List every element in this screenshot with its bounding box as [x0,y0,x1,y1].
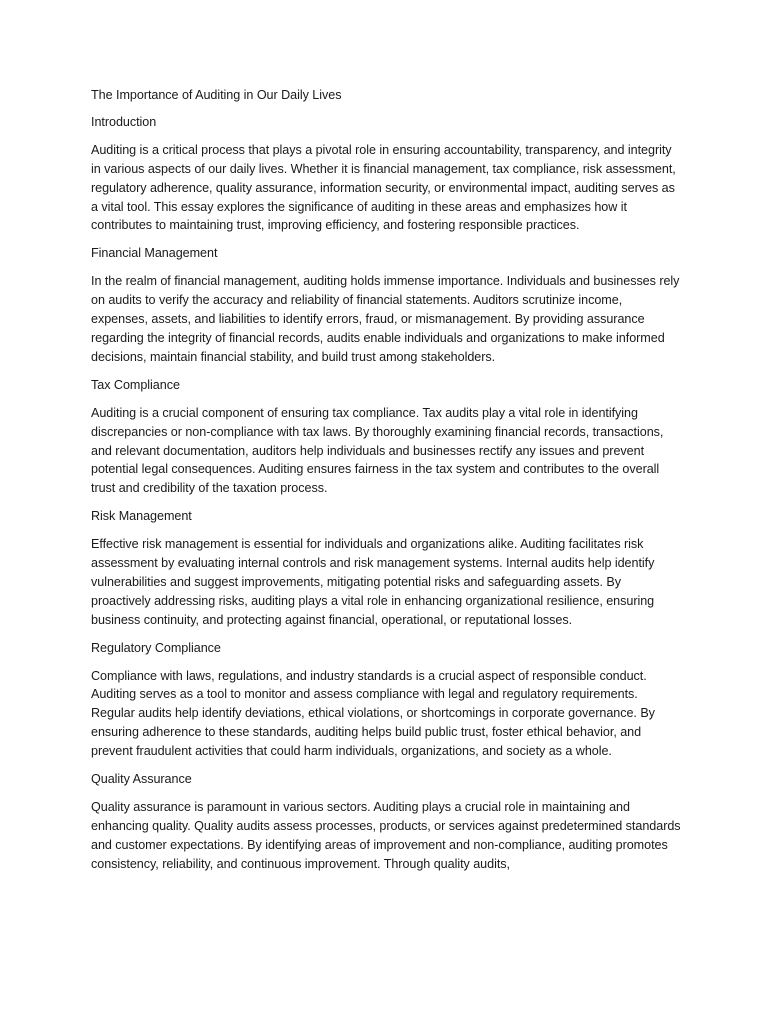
section-paragraph-quality-assurance: Quality assurance is paramount in various sectors. Auditing plays a crucial role in maintaining and enhancing quality. Quality audits assess processes, products, or services against predetermined standards and customer expectations. By identifying areas of improvement and non-compliance, auditing promotes consistency, reliability, and continuous improvement. Through quality audits, [91,800,681,871]
document-title: The Importance of Auditing in Our Daily Lives [91,88,342,102]
section-heading-tax-compliance: Tax Compliance [91,377,180,392]
section-paragraph-tax-compliance: Auditing is a crucial component of ensuring tax compliance. Tax audits play a vital role in identifying discrepancies or non-compliance with tax laws. By thoroughly examining financial records, transactions, and relevant documentation, auditors help individuals and businesses rectify any issues and prevent potential legal consequences. Auditing ensures fairness in the tax system and contributes to the overall trust and credibility of the taxation process. [91,405,664,496]
section-heading-quality-assurance: Quality Assurance [91,772,192,787]
document-page [91,86,681,883]
section-heading-financial-management: Financial Management [91,246,218,261]
section-paragraph-introduction: Auditing is a critical process that plays a pivotal role in ensuring accountability, transparency, and integrity in various aspects of our daily lives. Whether it is financial management, tax compliance, risk assessment, regulatory adherence, quality assurance, information security, or environmental impact, auditing serves as a vital tool. This essay explores the significance of auditing in these areas and emphasizes how it contributes to maintaining trust, improving efficiency, and fostering responsible practices. [91,142,676,233]
section-paragraph-risk-management: Effective risk management is essential for individuals and organizations alike. Auditing facilitates risk assessment by evaluating internal controls and risk management systems. Internal audits help identify vulnerabilities and suggest improvements, mitigating potential risks and safeguarding assets. By proactively addressing risks, auditing plays a vital role in enhancing organizational resilience, ensuring business continuity, and protecting against financial, operational, or reputational losses. [91,537,655,627]
section-heading-risk-management: Risk Management [91,509,192,524]
section-paragraph-regulatory-compliance: Compliance with laws, regulations, and industry standards is a crucial aspect of responsible conduct. Auditing serves as a tool to monitor and assess compliance with legal and regulatory requirements. Regular audits help identify deviations, ethical violations, or shortcomings in corporate governance. By ensuring adherence to these standards, auditing helps build public trust, foster ethical behavior, and prevent fraudulent activities that could harm individuals, organizations, and society as a whole. [91,668,655,759]
section-heading-regulatory-compliance: Regulatory Compliance [91,640,221,655]
section-paragraph-financial-management: In the realm of financial management, auditing holds immense importance. Individuals and businesses rely on audits to verify the accuracy and reliability of financial statements. Auditors scrutinize income, expenses, assets, and liabilities to identify errors, fraud, or mismanagement. By providing assurance regarding the integrity of financial records, audits enable individuals and organizations to make informed decisions, maintain financial stability, and build trust among stakeholders. [91,274,680,364]
section-heading-introduction: Introduction [91,114,157,129]
